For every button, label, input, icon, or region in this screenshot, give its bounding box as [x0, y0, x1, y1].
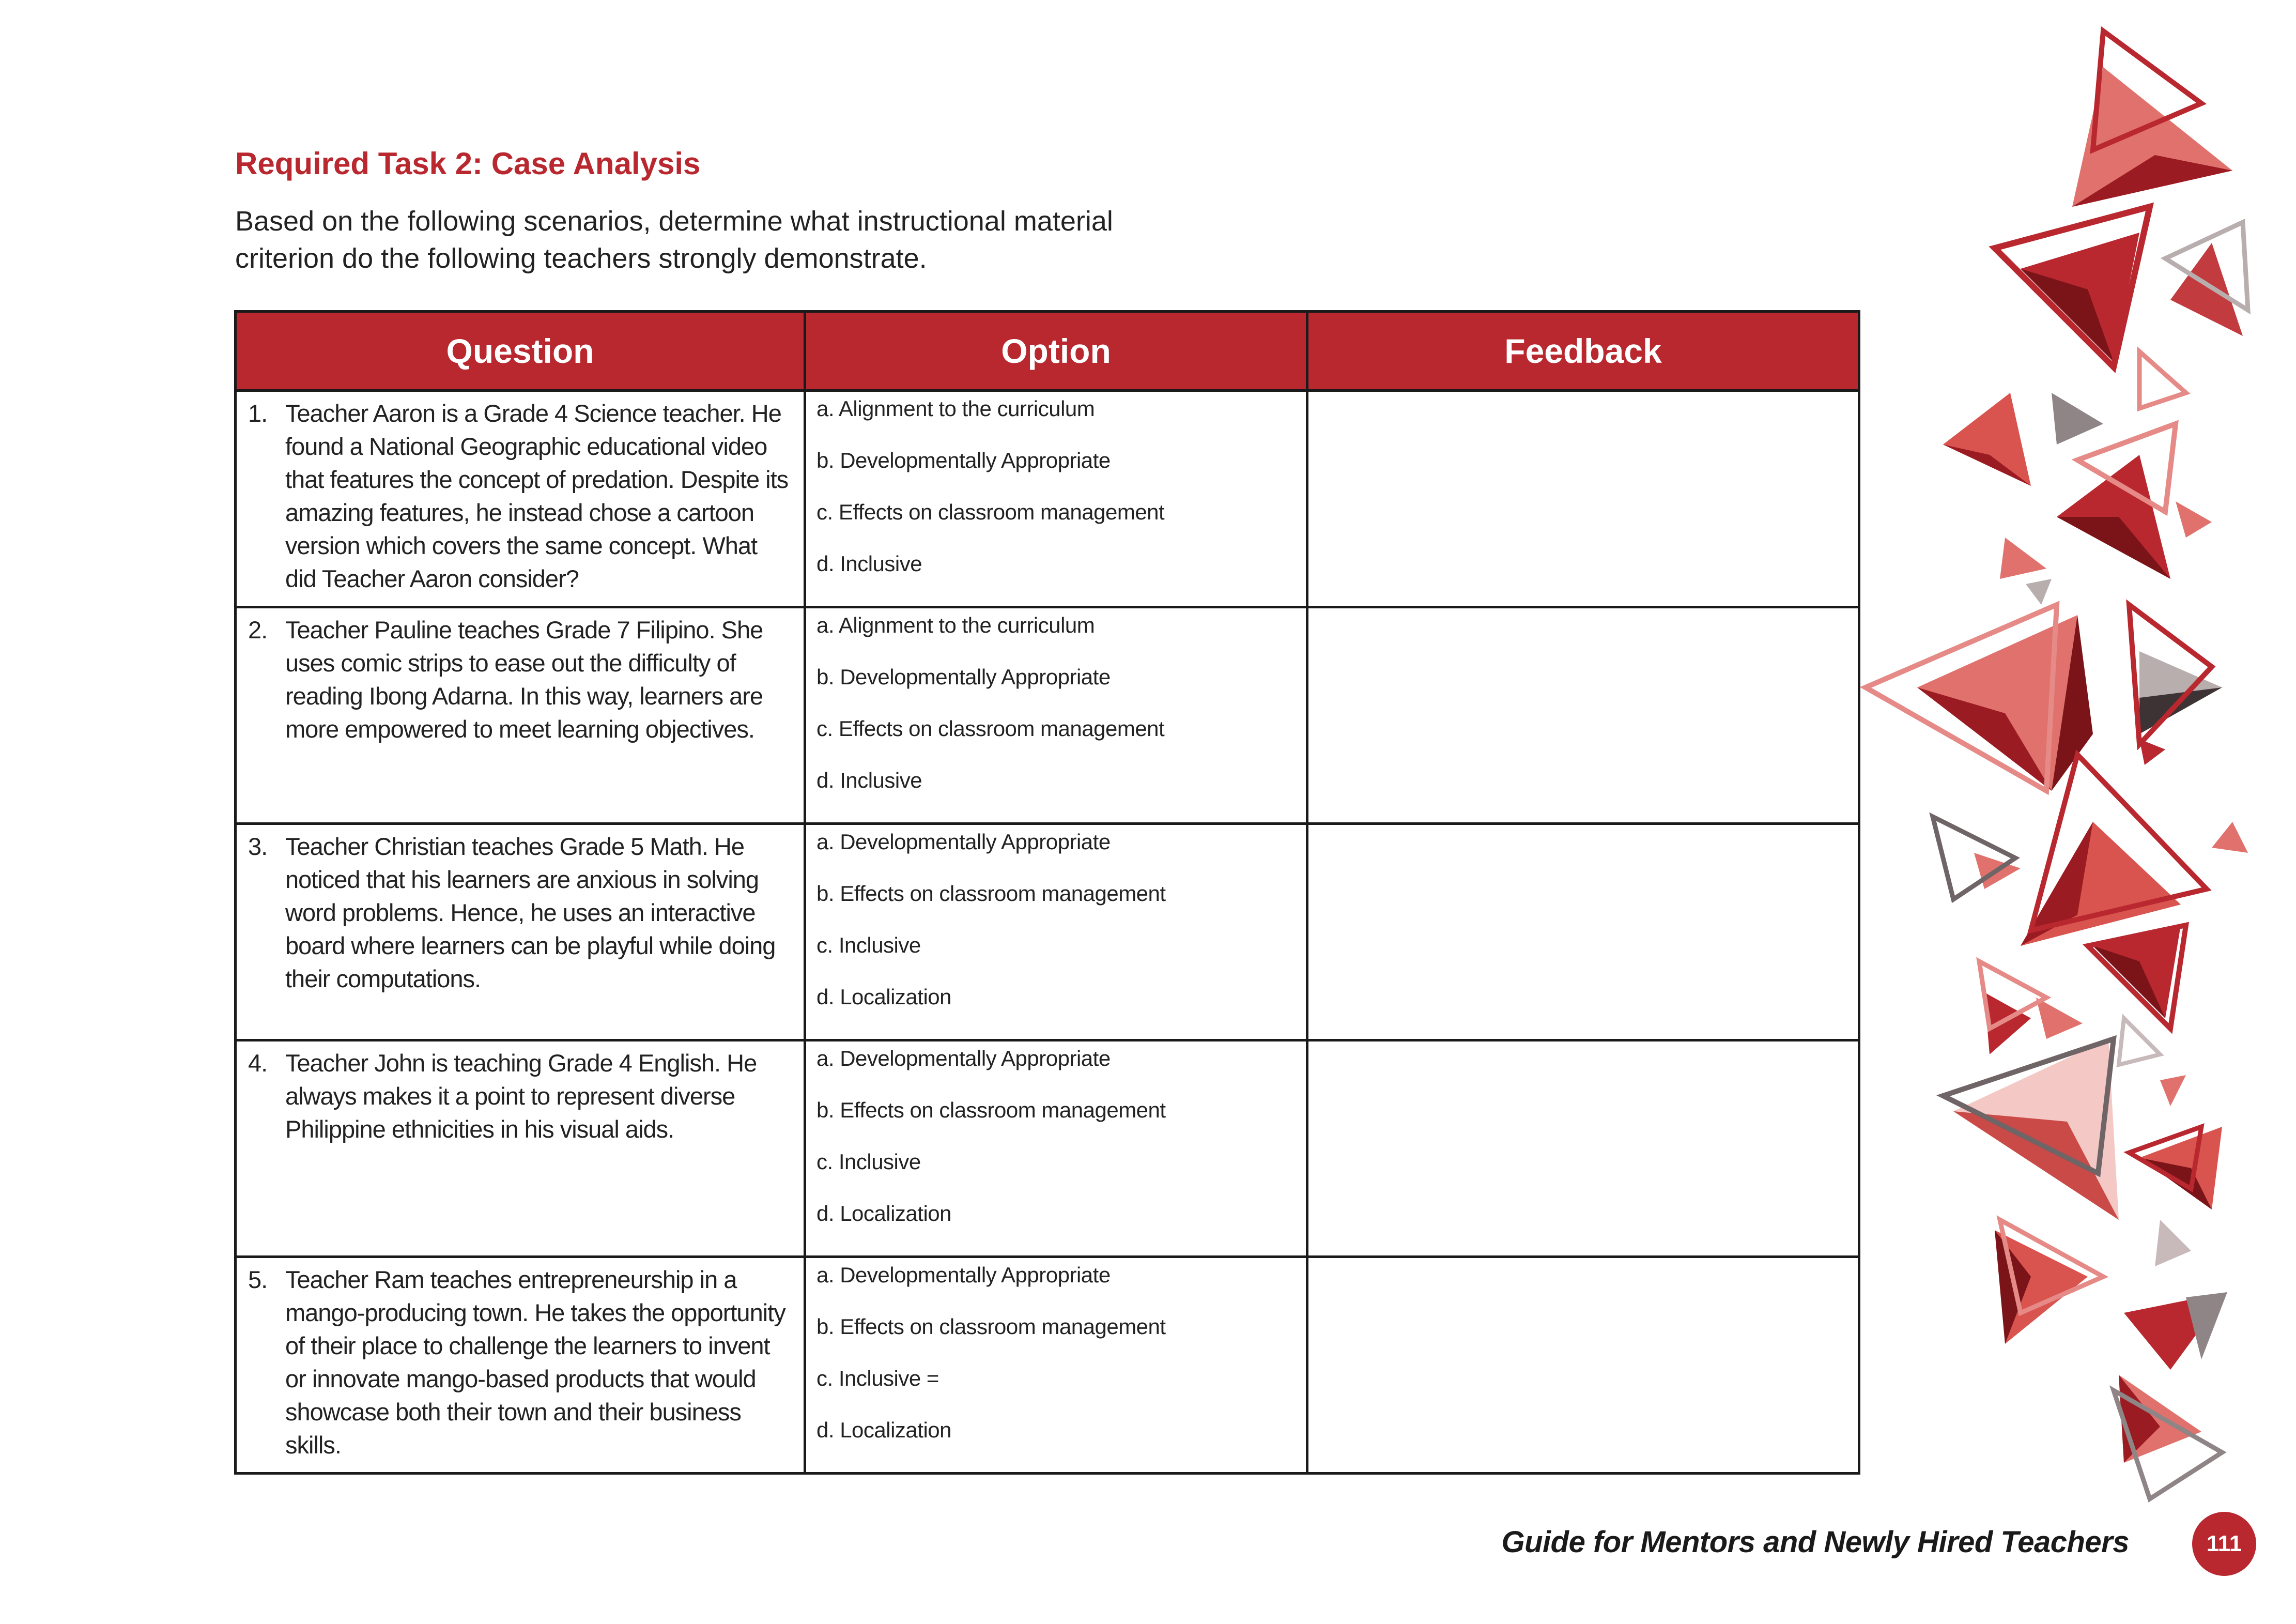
question-number: 2.: [248, 616, 268, 644]
question-cell: [236, 824, 805, 1040]
table-row: [236, 1257, 1859, 1474]
header-option: Option: [805, 312, 1307, 391]
feedback-cell[interactable]: [1307, 1040, 1859, 1257]
footer-title: Guide for Mentors and Newly Hired Teachers: [1501, 1525, 2129, 1559]
option-a: a. Alignment to the curriculum: [816, 613, 1095, 637]
question-number: 5.: [248, 1266, 268, 1293]
option-cell: [805, 607, 1307, 824]
intro-line-2: criterion do the following teachers strongly demonstrate.: [235, 243, 927, 274]
option-c: c. Effects on classroom management: [816, 500, 1165, 524]
option-a: a. Alignment to the curriculum: [816, 396, 1095, 421]
question-cell: [236, 1257, 805, 1474]
feedback-cell[interactable]: [1307, 391, 1859, 607]
option-a: a. Developmentally Appropriate: [816, 1263, 1111, 1287]
option-b: b. Developmentally Appropriate: [816, 448, 1111, 472]
table-row: [236, 607, 1859, 824]
header-question: Question: [236, 312, 805, 391]
option-d: d. Inclusive: [816, 551, 922, 576]
table-row: [236, 824, 1859, 1040]
case-analysis-table: [234, 310, 1860, 1475]
table-row: [236, 391, 1859, 607]
option-b: b. Developmentally Appropriate: [816, 665, 1111, 689]
page-heading: Required Task 2: Case Analysis: [235, 146, 701, 181]
option-b: b. Effects on classroom management: [816, 881, 1166, 906]
question-text: Teacher Christian teaches Grade 5 Math. He noticed that his learners are anxious in solving word problems. Hence, he uses an interactive board where learners can be playful while doing their computations.: [285, 833, 776, 992]
intro-text: [235, 203, 1217, 277]
option-c: c. Inclusive: [816, 1150, 921, 1174]
table-row: [236, 1040, 1859, 1257]
option-cell: [805, 1257, 1307, 1474]
option-d: d. Localization: [816, 1418, 952, 1442]
option-c: c. Effects on classroom management: [816, 716, 1165, 741]
question-text: Teacher John is teaching Grade 4 English. He always makes it a point to represent diverse Philippine ethnicities in his visual aids.: [285, 1049, 757, 1143]
option-cell: [805, 391, 1307, 607]
feedback-cell[interactable]: [1307, 607, 1859, 824]
option-d: d. Inclusive: [816, 768, 922, 792]
question-number: 1.: [248, 400, 268, 427]
question-text: Teacher Aaron is a Grade 4 Science teacher. He found a National Geographic educational video that features the concept of predation. Despite its amazing features, he instead chose a cartoon version which covers the same concept. What did Teacher Aaron consider?: [285, 400, 789, 592]
option-a: a. Developmentally Appropriate: [816, 1046, 1111, 1070]
option-b: b. Effects on classroom management: [816, 1314, 1166, 1339]
question-cell: [236, 1040, 805, 1257]
intro-line-1: Based on the following scenarios, determine what instructional material: [235, 206, 1113, 237]
option-d: d. Localization: [816, 1201, 952, 1225]
page-number-badge: 111: [2192, 1512, 2256, 1576]
question-cell: [236, 391, 805, 607]
option-d: d. Localization: [816, 985, 952, 1009]
question-text: Teacher Pauline teaches Grade 7 Filipino. She uses comic strips to ease out the difficulty of reading Ibong Adarna. In this way, learners are more empowered to meet learning objectives.: [285, 616, 763, 743]
feedback-cell[interactable]: [1307, 1257, 1859, 1474]
question-number: 3.: [248, 833, 268, 860]
option-c: c. Inclusive: [816, 933, 921, 957]
table-header-row: [236, 312, 1859, 391]
option-cell: [805, 1040, 1307, 1257]
option-c: c. Inclusive =: [816, 1366, 939, 1390]
header-feedback: Feedback: [1307, 312, 1859, 391]
option-a: a. Developmentally Appropriate: [816, 830, 1111, 854]
option-b: b. Effects on classroom management: [816, 1098, 1166, 1122]
feedback-cell[interactable]: [1307, 824, 1859, 1040]
question-cell: [236, 607, 805, 824]
red-triangle-pattern-icon: [1850, 0, 2296, 1624]
option-cell: [805, 824, 1307, 1040]
question-text: Teacher Ram teaches entrepreneurship in a mango-producing town. He takes the opportunity of their place to challenge the learners to invent or innovate mango-based products that would showcase both their town and their business skills.: [285, 1266, 785, 1459]
question-number: 4.: [248, 1049, 268, 1077]
